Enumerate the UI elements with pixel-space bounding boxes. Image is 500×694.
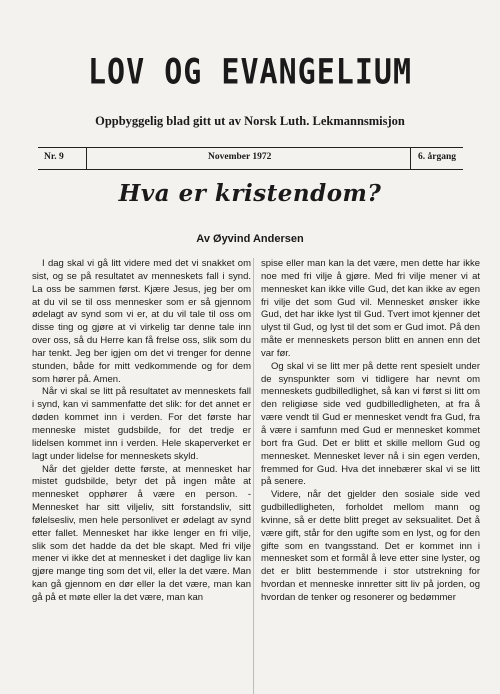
article-column-left xyxy=(32,258,251,605)
article-byline: Av Øyvind Andersen xyxy=(196,233,304,245)
masthead-title: LOV OG EVANGELIUM xyxy=(87,52,413,93)
column-divider xyxy=(253,258,254,694)
article-headline: Hva er kristendom? xyxy=(118,180,382,207)
paragraph: Når vi skal se litt på resultatet av menneskets fall i synd, kan vi sammenfatte det slik: for det annet er døden kommet inn i verden. For det første har menneske mistet gudsbilde, for det tredje er lidelsen kommet inn i verden. Hele skaperverket er lagt under lidelse for menneskets skyld. xyxy=(32,386,251,462)
divider xyxy=(410,148,411,169)
paragraph: Og skal vi se litt mer på dette rent spesielt under de synspunkter som vi tidligere har nevnt om menneskets gudbilledlighet, så kan vi først si litt om den religiøse side ved gudbilledligheten, at fra å være vendt til Gud er mennesket vendt fra Gud, fra å være i samfunn med Gud er mennesket kommet bort fra Gud. Det er blitt et skille mellom Gud og mennesket. Mennesket lever nå i sin egen verden, fremmed for Gud. Hva det innebærer skal vi se litt på senere. xyxy=(261,360,480,488)
paragraph: Videre, når det gjelder den sosiale side ved gudbilledligheten, forholdet mellom mann og kvinne, så er dette blitt preget av seksualitet. Det å være gift, står for den ugifte som en lyst, og for den gifte som en tvangsstand. Det er kommet inn i mennesket som et formål å leve etter sine lyster, og det er blitt bestemmende i stor utstrekning for hvordan et menneske innretter sitt liv på jorden, og hvordan de tenker og resonerer og bedømmer xyxy=(261,489,480,603)
issue-number: Nr. 9 xyxy=(44,152,64,162)
article-column-right xyxy=(261,258,480,605)
paragraph: spise eller man kan la det være, men dette har ikke noe med fri vilje å gjøre. Med fri vilje mener vi at mennesket kan ikke ville Gud, det kan ikke av egen fri vilje det som Gud vil. Mennesket ønsker ikke Gud, det har ikke lyst til Gud. Tvert imot kjenner det ulyst til Gud, og lyst til det som er Gud imot. På den måte er menneskets person blitt en annen enn det var før. xyxy=(261,258,480,359)
issue-volume: 6. årgang xyxy=(418,152,456,162)
issue-date: November 1972 xyxy=(208,152,272,162)
paragraph: Når det gjelder dette første, at mennesket har mistet gudsbilde, betyr det på ingen måte at mennesket opphører å være en person. - Mennesket har sitt viljeliv, sitt forstandsliv, sitt følelsesliv, men hele personlivet er ødelagt av synd etter fallet. Mennesket har ikke lenger en fri vilje, slik som det hadde da det ble skapt. Med fri vilje mener vi ikke det at mennesket i det daglige liv kan gjøre mange ting som det vil, eller la det være. Man kan gå gjennom en dør eller la det være, man kan gå på et møte eller la det være, man kan xyxy=(32,463,251,603)
divider xyxy=(86,148,87,169)
masthead-subtitle: Oppbyggelig blad gitt ut av Norsk Luth. Lekmannsmisjon xyxy=(95,114,405,128)
paragraph: I dag skal vi gå litt videre med det vi snakket om sist, og se på resultatet av menneskets fall i synd. La oss be sammen først. Kjære Jesus, jeg ber om at du vil se til oss mennesker som er så gjennom ødelagt av synd som vi er, at du vil tale til oss om disse ting og gjøre at vi virkelig tar denne tale inn over oss, så du Herre kan få frelse oss, slik som du har tenkt. Jeg ber igjen om det vi trenger for denne stunden, både for mitt vedkommende og for dem som hører på. Amen. xyxy=(32,258,251,385)
issue-info-bar xyxy=(38,147,463,170)
